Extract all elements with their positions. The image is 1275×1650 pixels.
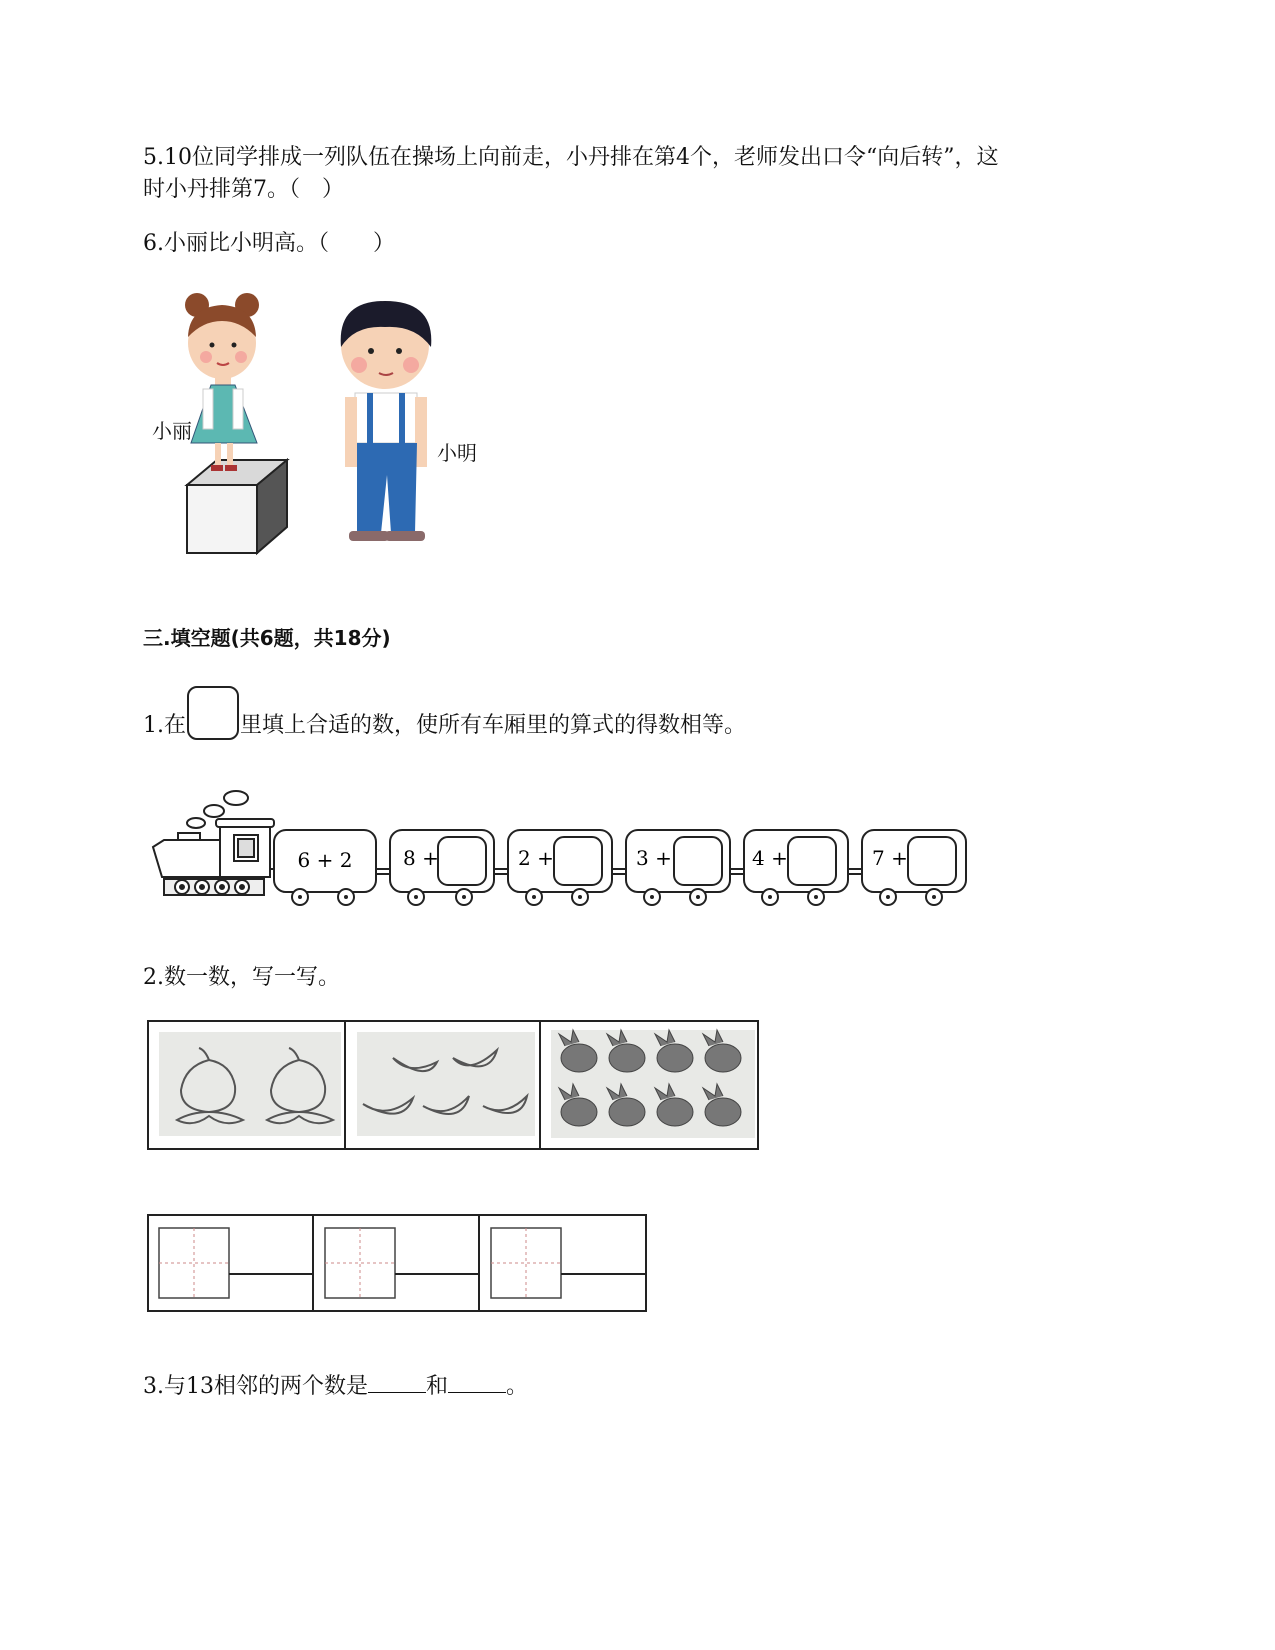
car-2-answer-box[interactable] — [438, 837, 486, 885]
question-5-line1: 5.10位同学排成一列队伍在操场上向前走，小丹排在第4个，老师发出口令“向后转”，这 — [143, 145, 999, 170]
writing-grid-table — [147, 1214, 651, 1314]
train-car-2 — [390, 830, 508, 905]
car-5-answer-box[interactable] — [788, 837, 836, 885]
car-5-expression: 4 + — [752, 846, 788, 870]
train-illustration — [148, 785, 968, 915]
car-6-expression: 7 + — [872, 846, 908, 870]
fill-question-3-prefix: 3.与13相邻的两个数是 — [143, 1374, 368, 1399]
fill-question-1-prefix: 1.在 — [143, 713, 186, 738]
train-car-4 — [626, 830, 744, 905]
answer-blank-1[interactable] — [368, 1370, 426, 1393]
question-6: 6.小丽比小明高。（ ） — [143, 231, 395, 256]
fill-question-1-suffix: 里填上合适的数，使所有车厢里的算式的得数相等。 — [240, 713, 747, 738]
train-car-5 — [744, 830, 862, 905]
train-car-1 — [274, 830, 390, 905]
car-3-answer-box[interactable] — [554, 837, 602, 885]
fill-question-3-mid: 和 — [426, 1374, 449, 1399]
cube-icon — [187, 460, 287, 553]
fill-question-1 — [143, 686, 746, 742]
section-title: 三.填空题(共6题，共18分) — [143, 626, 391, 650]
locomotive-icon — [153, 791, 274, 895]
height-comparison-illustration — [145, 285, 495, 560]
boy-icon — [341, 301, 432, 541]
fill-question-2: 2.数一数，写一写。 — [143, 965, 340, 990]
fruit-count-table — [147, 1020, 761, 1152]
train-car-6 — [862, 830, 966, 905]
car-4-answer-box[interactable] — [674, 837, 722, 885]
answer-blank-2[interactable] — [448, 1370, 506, 1393]
car-3-expression: 2 + — [518, 846, 554, 870]
car-2-expression: 8 + — [403, 846, 439, 870]
girl-icon — [185, 293, 259, 471]
car-6-answer-box[interactable] — [908, 837, 956, 885]
train-car-3 — [508, 830, 626, 905]
answer-box-icon — [187, 686, 239, 740]
question-5-line2: 时小丹排第7。（ ） — [143, 177, 344, 202]
car-4-expression: 3 + — [636, 846, 672, 870]
fill-question-3-suffix: 。 — [506, 1374, 529, 1399]
car-1-expression: 6 + 2 — [297, 848, 353, 872]
label-xiaoli: 小丽 — [152, 419, 192, 443]
fill-question-3 — [143, 1370, 528, 1403]
label-xiaoming: 小明 — [437, 441, 477, 465]
